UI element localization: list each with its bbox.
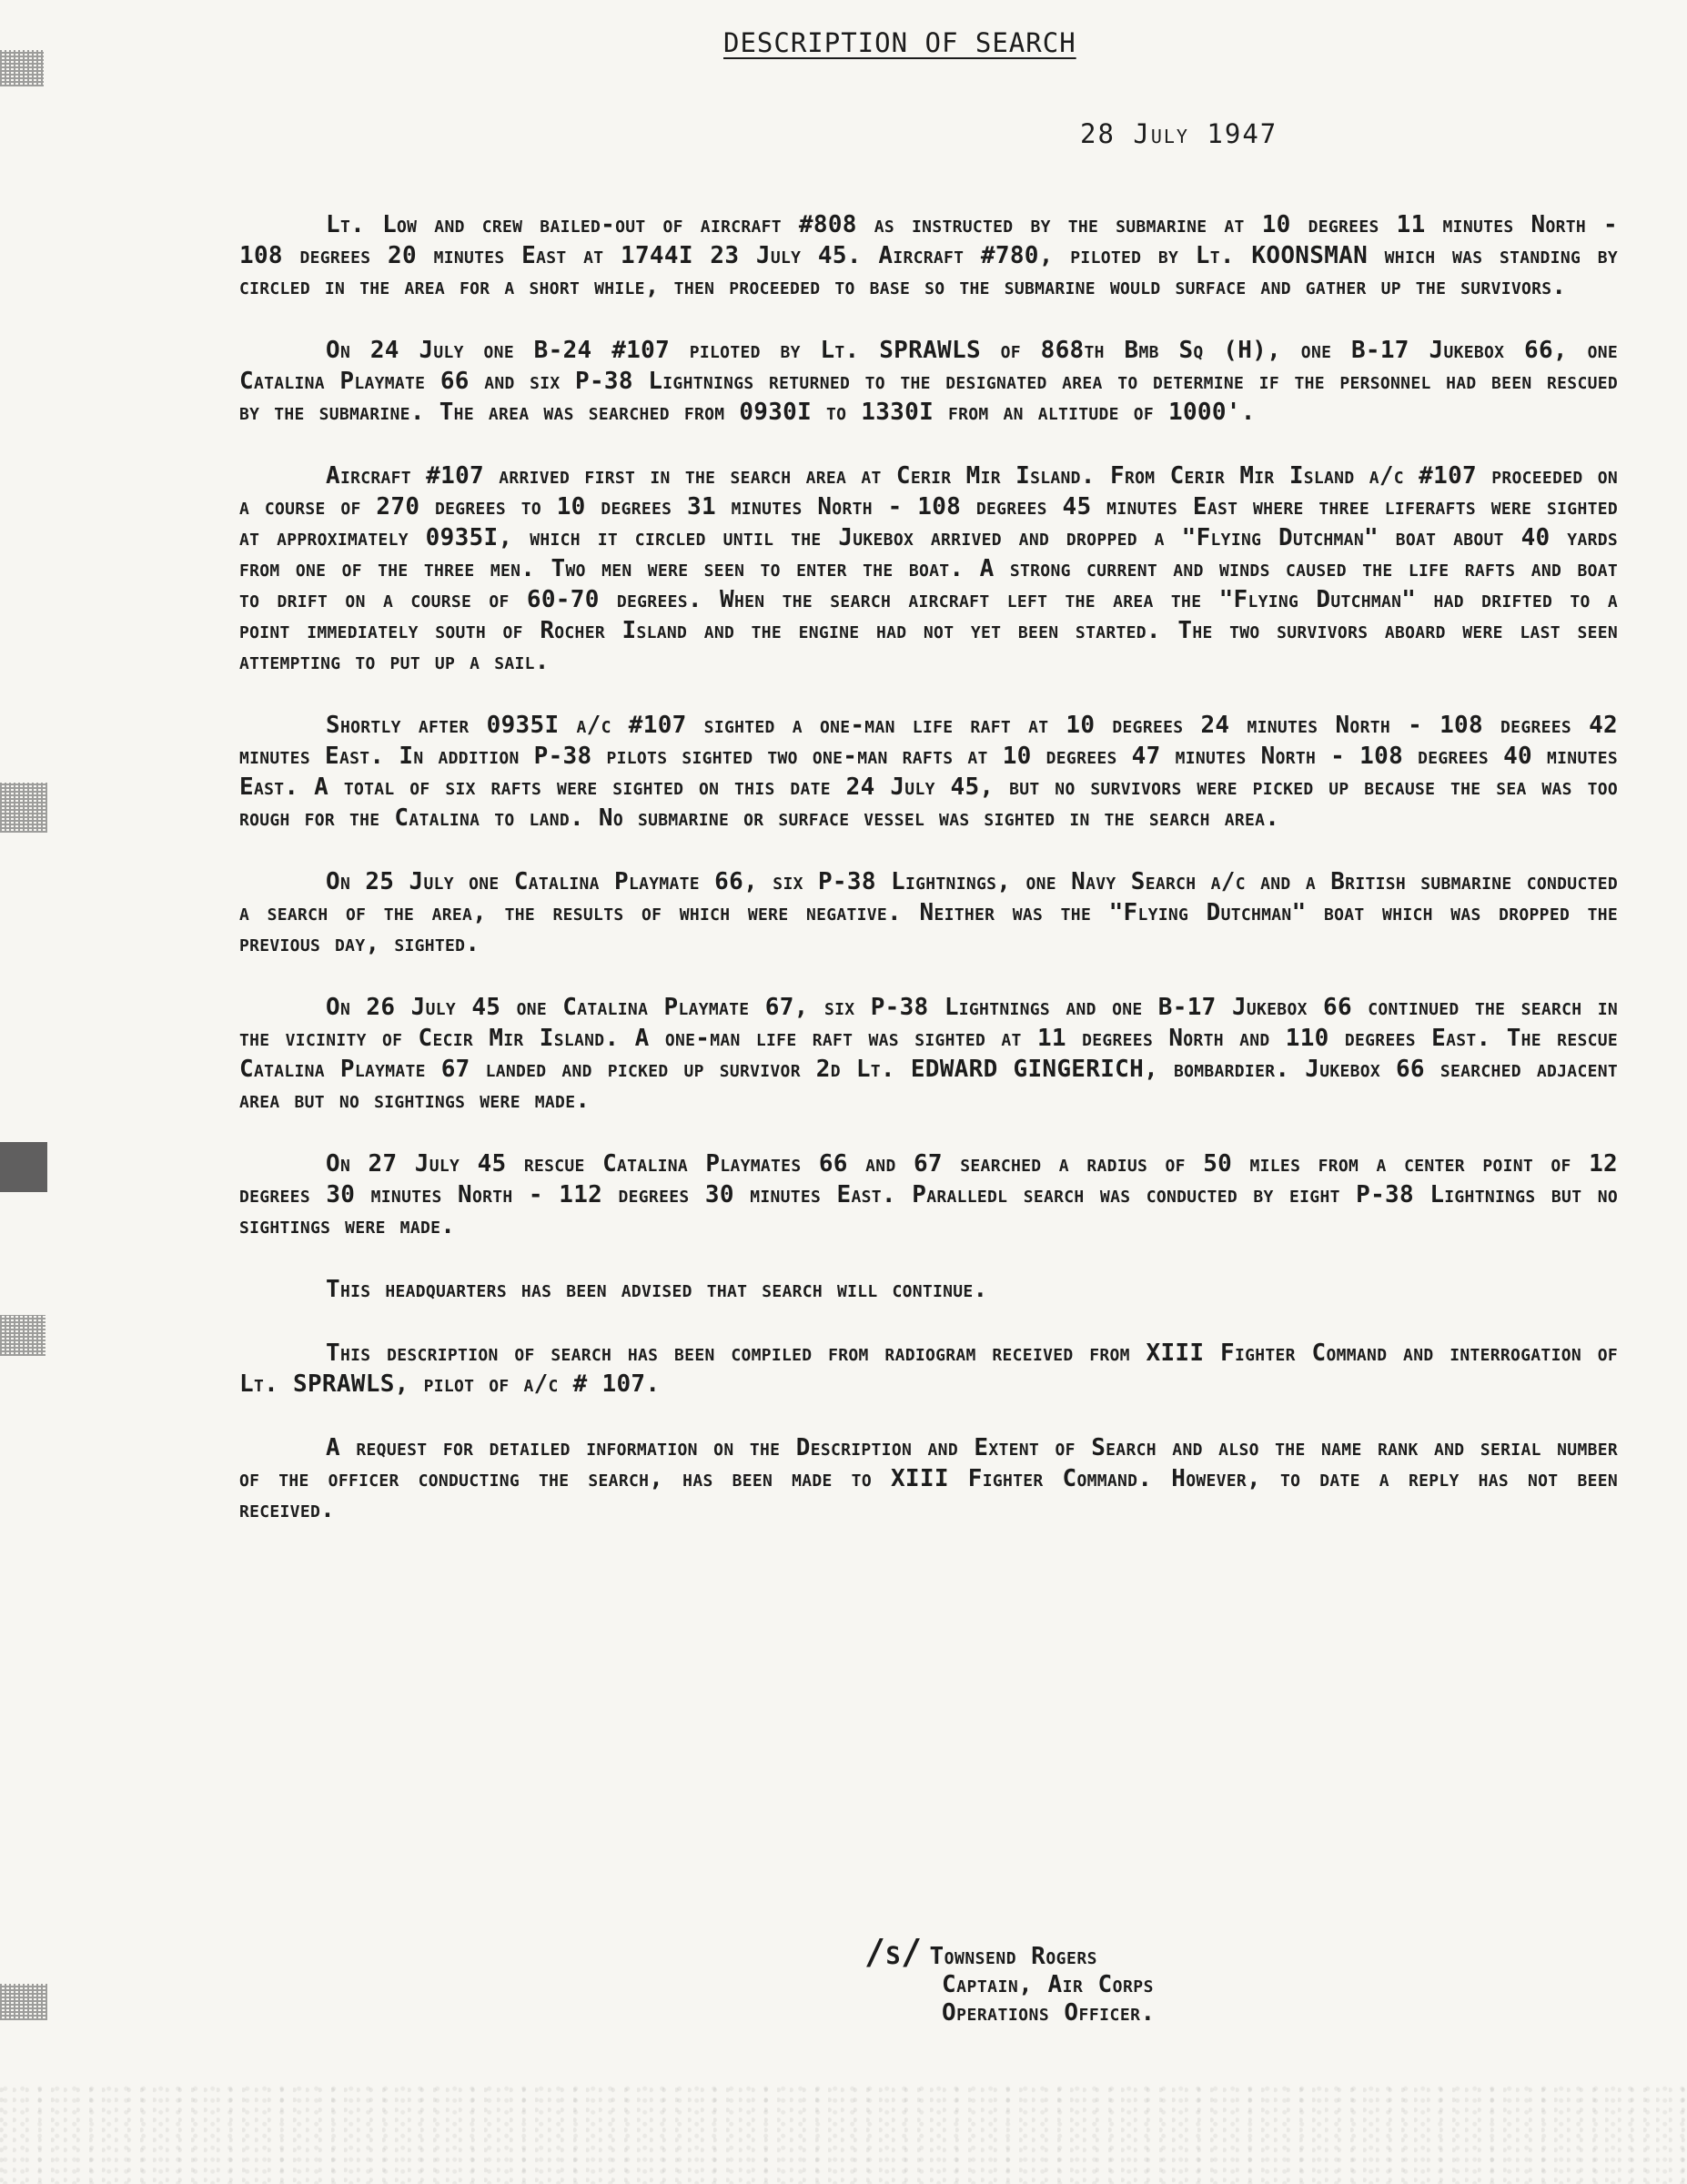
signatory-name: Townsend Rogers bbox=[929, 1943, 1098, 1970]
paragraph-bailout: Lt. Low and crew bailed-out of aircraft #808 as instructed by the submarine at 10 degrees 11 minutes North - 108 degrees 20 minutes East at 1744I 23 July 45. Aircraft #780, piloted by Lt. KOONSMAN which was standing by circled in the area for a short while, then proceeded to base so the submarine would surface and gather up the survivors. bbox=[239, 211, 1618, 300]
paragraph-27-july-search: On 27 July 45 rescue Catalina Playmates 66 and 67 searched a radius of 50 miles from a center point of 12 degrees 30 minutes North - 112 degrees 30 minutes East. Paralledl search was conducted by eight P-38 Lightnings but no sightings were made. bbox=[239, 1150, 1618, 1239]
signatory-position: Operations Officer. bbox=[942, 1999, 1156, 2027]
document-body bbox=[239, 209, 1618, 1558]
paragraph-sources: This description of search has been compiled from radiogram received from XIII Fighter Command and interrogation of Lt. SPRAWLS, pilot of a/c # 107. bbox=[239, 1340, 1618, 1398]
signatory-rank: Captain, Air Corps bbox=[942, 1971, 1154, 1998]
document-title: DESCRIPTION OF SEARCH bbox=[723, 27, 1076, 58]
paragraph-25-july-search: On 25 July one Catalina Playmate 66, six P-38 Lightnings, one Navy Search a/c and a British submarine conducted a search of the area, the results of which were negative. Neither was the "Flying Dutchman" boat which was dropped the previous day, sighted. bbox=[239, 868, 1618, 957]
signature-block bbox=[864, 1932, 1156, 2027]
scan-artifact bbox=[0, 50, 44, 86]
scan-artifact bbox=[0, 1315, 45, 1356]
signature-mark: /s/ bbox=[864, 1932, 923, 1972]
document-date: 28 July 1947 bbox=[1080, 118, 1278, 149]
paragraph-search-continues: This headquarters has been advised that search will continue. bbox=[326, 1276, 988, 1303]
scan-noise bbox=[0, 2084, 1687, 2184]
paragraph-request: A request for detailed information on the Description and Extent of Search and also the name rank and serial number of the officer conducting the search, has been made to XIII Fighter Command. However, to date a reply has not been received. bbox=[239, 1434, 1618, 1523]
paragraph-rafts-sighted: Shortly after 0935I a/c #107 sighted a one-man life raft at 10 degrees 24 minutes North - 108 degrees 42 minutes East. In addition P-38 pilots sighted two one-man rafts at 10 degrees 47 minutes North - 108 degrees 40 minutes East. A total of six rafts were sighted on this date 24 July 45, but no survivors were picked up because the sea was too rough for the Catalina to land. No submarine or surface vessel was sighted in the search area. bbox=[239, 712, 1618, 832]
paragraph-aircraft-107: Aircraft #107 arrived first in the search area at Cerir Mir Island. From Cerir Mir Island a/c #107 proceeded on a course of 270 degrees to 10 degrees 31 minutes North - 108 degrees 45 minutes East where three liferafts were sighted at approximately 0935I, which it circled until the Jukebox arrived and dropped a "Flying Dutchman" boat about 40 yards from one of the three men. Two men were seen to enter the boat. A strong current and winds caused the life rafts and boat to drift on a course of 60-70 degrees. When the search aircraft left the area the "Flying Dutchman" had drifted to a point immediately south of Rocher Island and the engine had not yet been started. The two survivors aboard were last seen attempting to put up a sail. bbox=[239, 462, 1618, 675]
scan-artifact bbox=[0, 1984, 47, 2020]
scan-artifact bbox=[0, 783, 47, 833]
paragraph-26-july-search: On 26 July 45 one Catalina Playmate 67, six P-38 Lightnings and one B-17 Jukebox 66 continued the search in the vicinity of Cecir Mir Island. A one-man life raft was sighted at 11 degrees North and 110 degrees East. The rescue Catalina Playmate 67 landed and picked up survivor 2d Lt. EDWARD GINGERICH, bombardier. Jukebox 66 searched adjacent area but no sightings were made. bbox=[239, 994, 1618, 1114]
paragraph-24-july-search: On 24 July one B-24 #107 piloted by Lt. SPRAWLS of 868th Bmb Sq (H), one B-17 Jukebox 66, one Catalina Playmate 66 and six P-38 Lightnings returned to the designated area to determine if the personnel had been rescued by the submarine. The area was searched from 0930I to 1330I from an altitude of 1000'. bbox=[239, 337, 1618, 426]
scan-artifact bbox=[0, 1142, 47, 1192]
